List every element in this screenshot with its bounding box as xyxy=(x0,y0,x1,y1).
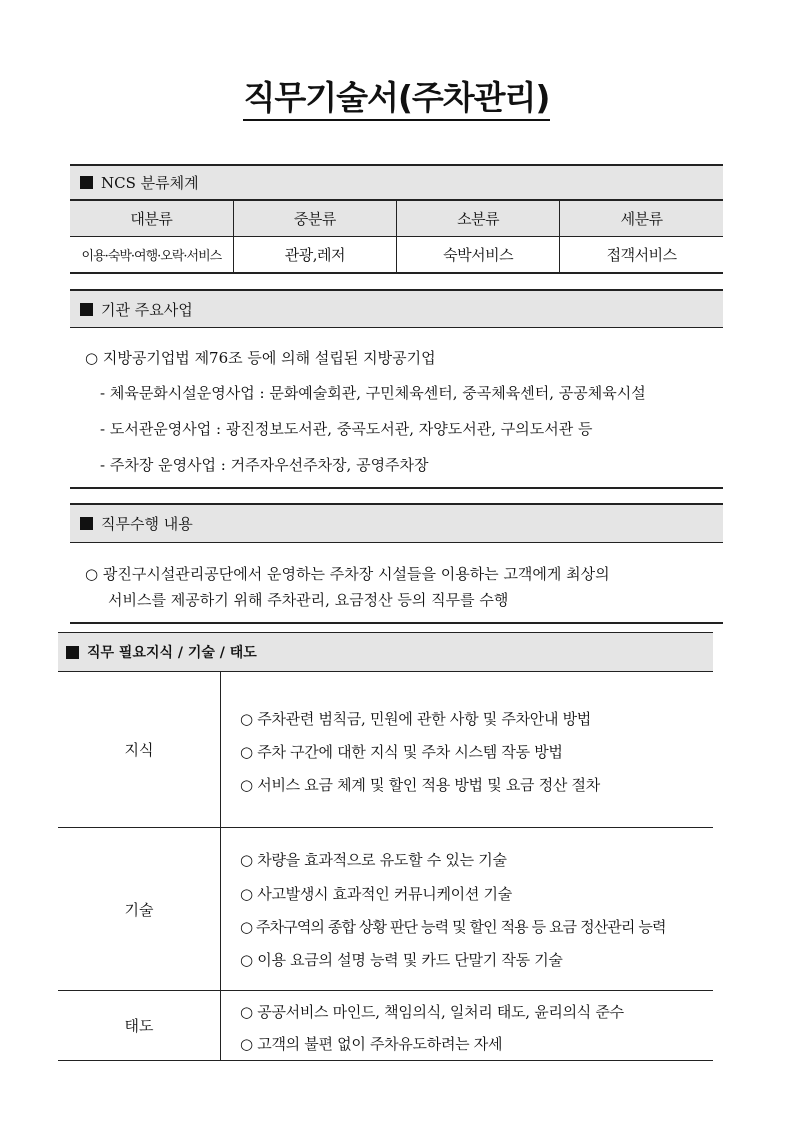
ncs-col-minor: 소분류 xyxy=(397,201,560,237)
skill-row xyxy=(58,828,713,991)
duty-line-2: 서비스를 제공하기 위해 주차관리, 요금정산 등의 직무를 수행 xyxy=(108,591,509,609)
skill-item: ○ 이용 요금의 설명 능력 및 카드 단말기 작동 기술 xyxy=(240,951,563,969)
business-item: - 주차장 운영사업 : 거주자우선주차장, 공영주차장 xyxy=(100,456,429,474)
ncs-section-header xyxy=(70,164,723,200)
ncs-val-middle: 관광,레저 xyxy=(233,237,396,273)
duty-header-label: 직무수행 내용 xyxy=(101,515,193,533)
requirements-header-label: 직무 필요지식 / 기술 / 태도 xyxy=(87,645,257,661)
square-bullet-icon xyxy=(80,303,93,316)
duty-line-1: ○ 광진구시설관리공단에서 운영하는 주차장 시설들을 이용하는 고객에게 최상의 xyxy=(85,565,610,583)
ncs-col-middle: 중분류 xyxy=(233,201,396,237)
business-section-header xyxy=(70,289,723,328)
knowledge-item: ○ 주차관련 범칙금, 민원에 관한 사항 및 주차안내 방법 xyxy=(240,710,591,728)
ncs-val-major: 이용·숙박·여행·오락·서비스 xyxy=(70,237,233,273)
attitude-row xyxy=(58,991,713,1061)
square-bullet-icon xyxy=(80,517,93,530)
duty-section-header xyxy=(70,503,723,543)
ncs-col-major: 대분류 xyxy=(70,201,233,237)
square-bullet-icon xyxy=(66,646,79,659)
knowledge-row xyxy=(58,672,713,828)
business-item: - 도서관운영사업 : 광진정보도서관, 중곡도서관, 자양도서관, 구의도서관 등 xyxy=(100,420,593,438)
ncs-table xyxy=(70,200,723,274)
attitude-item: ○ 고객의 불편 없이 주차유도하려는 자세 xyxy=(240,1035,503,1053)
ncs-col-detail: 세분류 xyxy=(560,201,723,237)
attitude-label: 태도 xyxy=(58,991,221,1060)
page-title: 직무기술서(주차관리) xyxy=(0,72,793,119)
skill-item: ○ 주차구역의 종합 상황 판단 능력 및 할인 적용 등 요금 정산관리 능력 xyxy=(240,918,666,936)
square-bullet-icon xyxy=(80,176,93,189)
ncs-val-minor: 숙박서비스 xyxy=(397,237,560,273)
skill-label: 기술 xyxy=(58,828,221,990)
skill-item: ○ 차량을 효과적으로 유도할 수 있는 기술 xyxy=(240,851,507,869)
ncs-val-detail: 접객서비스 xyxy=(560,237,723,273)
ncs-header-label: NCS 분류체계 xyxy=(101,174,199,192)
knowledge-label: 지식 xyxy=(58,672,221,827)
business-header-label: 기관 주요사업 xyxy=(101,300,193,319)
knowledge-item: ○ 서비스 요금 체계 및 할인 적용 방법 및 요금 정산 절차 xyxy=(240,776,600,794)
skill-item: ○ 사고발생시 효과적인 커뮤니케이션 기술 xyxy=(240,885,512,903)
section-divider xyxy=(70,487,723,489)
attitude-item: ○ 공공서비스 마인드, 책임의식, 일처리 태도, 윤리의식 준수 xyxy=(240,1003,624,1021)
section-divider xyxy=(70,622,723,624)
knowledge-item: ○ 주차 구간에 대한 지식 및 주차 시스템 작동 방법 xyxy=(240,743,563,761)
business-item: - 체육문화시설운영사업 : 문화예술회관, 구민체육센터, 중곡체육센터, 공공체육시설 xyxy=(100,384,646,402)
requirements-section-header xyxy=(58,632,713,672)
business-intro: ○ 지방공기업법 제76조 등에 의해 설립된 지방공기업 xyxy=(85,349,436,367)
